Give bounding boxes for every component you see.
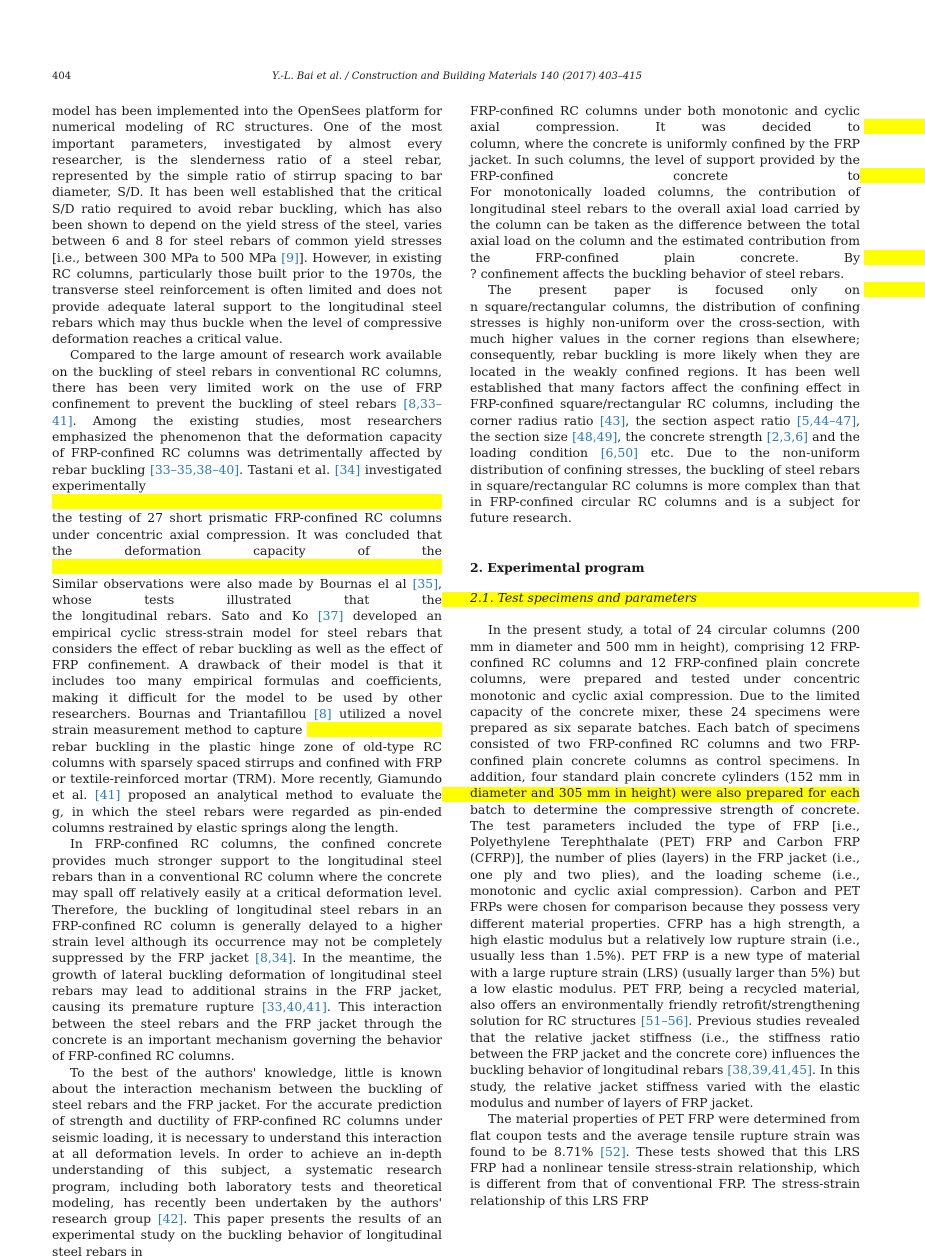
citation-link[interactable]: [9] bbox=[281, 249, 299, 265]
page-number: 404 bbox=[52, 71, 72, 82]
right-column bbox=[470, 103, 860, 1209]
page-header bbox=[52, 71, 862, 87]
paragraph: model has been implemented into the OpenSees platform for numerical modeling of RC structures. One of the most important parameters, investigated by almost every researcher, is the slenderness ratio of a steel rebar, represented by the simple ratio of stirrup spacing to bar diameter, S/D. It has been well established that the critical S/D ratio required to avoid rebar buckling, which has also been shown to depend on the yield stress of the steel, varies between 6 and 8 for steel rebars of common yield stresses [i.e., between 300 MPa to 500 MPa [9]]. However, in existing RC columns, particularly those built prior to the 1970s, the transverse steel reinforcement is often limited and does not provide adequate lateral support to the longitudinal steel rebars which may thus buckle when the level of compressive deformation reaches a critical value. bbox=[52, 103, 442, 347]
paragraph: The present paper is focused only on n square/rectangular columns, the distribution of confining stresses is highly non-uniform over the cross-section, with much higher values in the corner regions than elsewhere; consequently, rebar buckling is more likely when they are located in the weakly confined regions. It has been well established that many factors affect the confining effect in FRP-confined square/rectangular RC columns, including the corner radius ratio [43], the section aspect ratio [5,44–47], the section size [48,49], the concrete strength [2,3,6] and the loading condition [6,50] etc. Due to the non-uniform distribution of confining stresses, the buckling of steel rebars in square/rectangular RC columns is more complex than that in FRP-confined circular RC columns and is a subject for future research. bbox=[470, 282, 860, 526]
citation-link[interactable]: [8,33–41] bbox=[52, 396, 442, 428]
citation-link[interactable]: [8] bbox=[313, 705, 332, 721]
citation-link[interactable]: [43] bbox=[599, 412, 626, 428]
citation-link[interactable]: [33–35,38–40] bbox=[150, 461, 240, 477]
redaction-highlight bbox=[307, 722, 442, 737]
citation-link[interactable]: [51–56] bbox=[640, 1013, 689, 1029]
citation-link[interactable]: [42] bbox=[157, 1211, 184, 1227]
redaction-highlight bbox=[864, 119, 925, 134]
redaction-highlight bbox=[52, 559, 442, 574]
journal-citation: Y.-L. Bai et al. / Construction and Building Materials 140 (2017) 403–415 bbox=[272, 71, 642, 82]
subsection-heading: 2.1. Test specimens and parameters bbox=[470, 590, 697, 606]
citation-link[interactable]: [6,50] bbox=[600, 445, 638, 461]
paragraph: In FRP-confined RC columns, the confined concrete provides much stronger support to the longitudinal steel rebars than in a conventional RC column where the concrete may spall off relatively easily at a critical deformation level. Therefore, the buckling of longitudinal steel rebars in an FRP-confined RC column is generally delayed to a higher strain level although its occurrence may not be completely suppressed by the FRP jacket [8,34]. In the meantime, the growth of lateral buckling deformation of longitudinal steel rebars may lead to additional strains in the FRP jacket, causing its premature rupture [33,40,41]. This interaction between the steel rebars and the FRP jacket through the concrete is an important mechanism governing the behavior of FRP-confined RC columns. bbox=[52, 836, 442, 1064]
paragraph: To the best of the authors' knowledge, little is known about the interaction mechanism between the buckling of steel rebars and the FRP jacket. For the accurate prediction of strength and ductility of FRP-confined RC columns under seismic loading, it is necessary to understand this interaction at all deformation levels. In order to achieve an in-depth understanding of this subject, a systematic research program, including both laboratory tests and theoretical modeling, has recently been undertaken by the authors' research group [42]. This paper presents the results of an experimental study on the buckling behavior of longitudinal steel rebars in bbox=[52, 1064, 442, 1259]
citation-link[interactable]: [35] bbox=[412, 575, 439, 591]
redaction-highlight bbox=[860, 168, 925, 183]
paragraph: FRP-confined RC columns under both monotonic and cyclic axial compression. It was decided to column, where the concrete is uniformly confined by the FRP jacket. In such columns, the level of support provided by the FRP-confined concrete to For monotonically loaded columns, the contribution of longitudinal steel rebars to the overall axial load carried by the column can be taken as the difference between the total axial load on the column and the estimated contribution from the FRP-confined plain concrete. By ? confinement affects the buckling behavior of steel rebars. bbox=[470, 103, 860, 282]
citation-link[interactable]: [8,34] bbox=[255, 950, 293, 966]
redaction-highlight bbox=[52, 494, 442, 509]
paragraph: Compared to the large amount of research work available on the buckling of steel rebars in conventional RC columns, there has been very limited work on the use of FRP confinement to prevent the buckling of steel rebars [8,33–41]. Among the existing studies, most researchers emphasized the phenomenon that the deformation capacity of FRP-confined RC columns was detrimentally affected by rebar buckling [33–35,38–40]. Tastani et al. [34] investigated experimentally the testing of 27 short prismatic FRP-confined RC columns under concentric axial compression. It was concluded that the deformation capacity of the Similar observations were also made by Bournas el al [35], whose tests illustrated that the the longitudinal rebars. Sato and Ko [37] developed an empirical cyclic stress-strain model for steel rebars that considers the effect of rebar buckling as well as the effect of FRP confinement. A drawback of their model is that it includes too many empirical formulas and coefficients, making it difficult for the model to be used by other researchers. Bournas and Triantafillou [8] utilized a novel strain measurement method to capture rebar buckling in the plastic hinge zone of old-type RC columns with sparsely spaced stirrups and confined with FRP or textile-reinforced mortar (TRM). More recently, Giamundo et al. [41] proposed an analytical method to evaluate the g, in which the steel rebars were regarded as pin-ended columns restrained by elastic springs along the length. bbox=[52, 347, 442, 836]
citation-link[interactable]: [37] bbox=[317, 608, 344, 624]
citation-link[interactable]: [38,39,41,45] bbox=[727, 1062, 812, 1078]
paragraph: The material properties of PET FRP were determined from flat coupon tests and the average tensile rupture strain was found to be 8.71% [52]. These tests showed that this LRS FRP had a nonlinear tensile stress-strain relationship, which is different from that of conventional FRP. The stress-strain relationship of this LRS FRP bbox=[470, 1111, 860, 1208]
citation-link[interactable]: [41] bbox=[94, 787, 121, 803]
citation-link[interactable]: [34] bbox=[334, 461, 361, 477]
citation-link[interactable]: [33,40,41] bbox=[261, 999, 327, 1015]
citation-link[interactable]: [52] bbox=[600, 1143, 626, 1159]
citation-link[interactable]: [48,49] bbox=[572, 428, 618, 444]
redaction-highlight bbox=[864, 282, 925, 297]
redaction-highlight bbox=[864, 250, 925, 265]
citation-link[interactable]: [5,44–47] bbox=[796, 412, 857, 428]
citation-link[interactable]: [2,3,6] bbox=[766, 428, 808, 444]
paragraph: In the present study, a total of 24 circular columns (200 mm in diameter and 500 mm in height), comprising 12 FRP-confined RC columns and 12 FRP-confined plain concrete columns, were prepared and tested under concentric monotonic and cyclic axial compression. Due to the limited capacity of the concrete mixer, these 24 specimens were prepared as six separate batches. Each batch of specimens consisted of two FRP-confined RC columns and two FRP-confined plain concrete columns as control specimens. In addition, four standard plain concrete cylinders (152 mm in diameter and 305 mm in height) were also prepared for each batch to determine the compressive strength of concrete. The test parameters included the type of FRP [i.e., Polyethylene Terephthalate (PET) FRP and Carbon FRP (CFRP)], the number of plies (layers) in the FRP jacket (i.e., one ply and two plies), and the loading scheme (i.e., monotonic and cyclic axial compression). Carbon and PET FRPs were chosen for comparison because they possess very different material properties. CFRP has a high strength, a high elastic modulus but a relatively low rupture strain (i.e., usually less than 1.5%). PET FRP is a new type of material with a large rupture strain (LRS) (usually larger than 5%) but a low elastic modulus. PET FRP, being a recycled material, also offers an environmentally friendly retrofit/strengthening solution for RC structures [51–56]. Previous studies revealed that the relative jacket stiffness (i.e., the stiffness ratio between the FRP jacket and the concrete core) influences the buckling behavior of longitudinal rebars [38,39,41,45]. In this study, the relative jacket stiffness varied with the elastic modulus and number of layers of FRP jacket. bbox=[470, 622, 860, 1110]
left-column bbox=[52, 103, 442, 1260]
section-heading: 2. Experimental program bbox=[470, 559, 645, 575]
